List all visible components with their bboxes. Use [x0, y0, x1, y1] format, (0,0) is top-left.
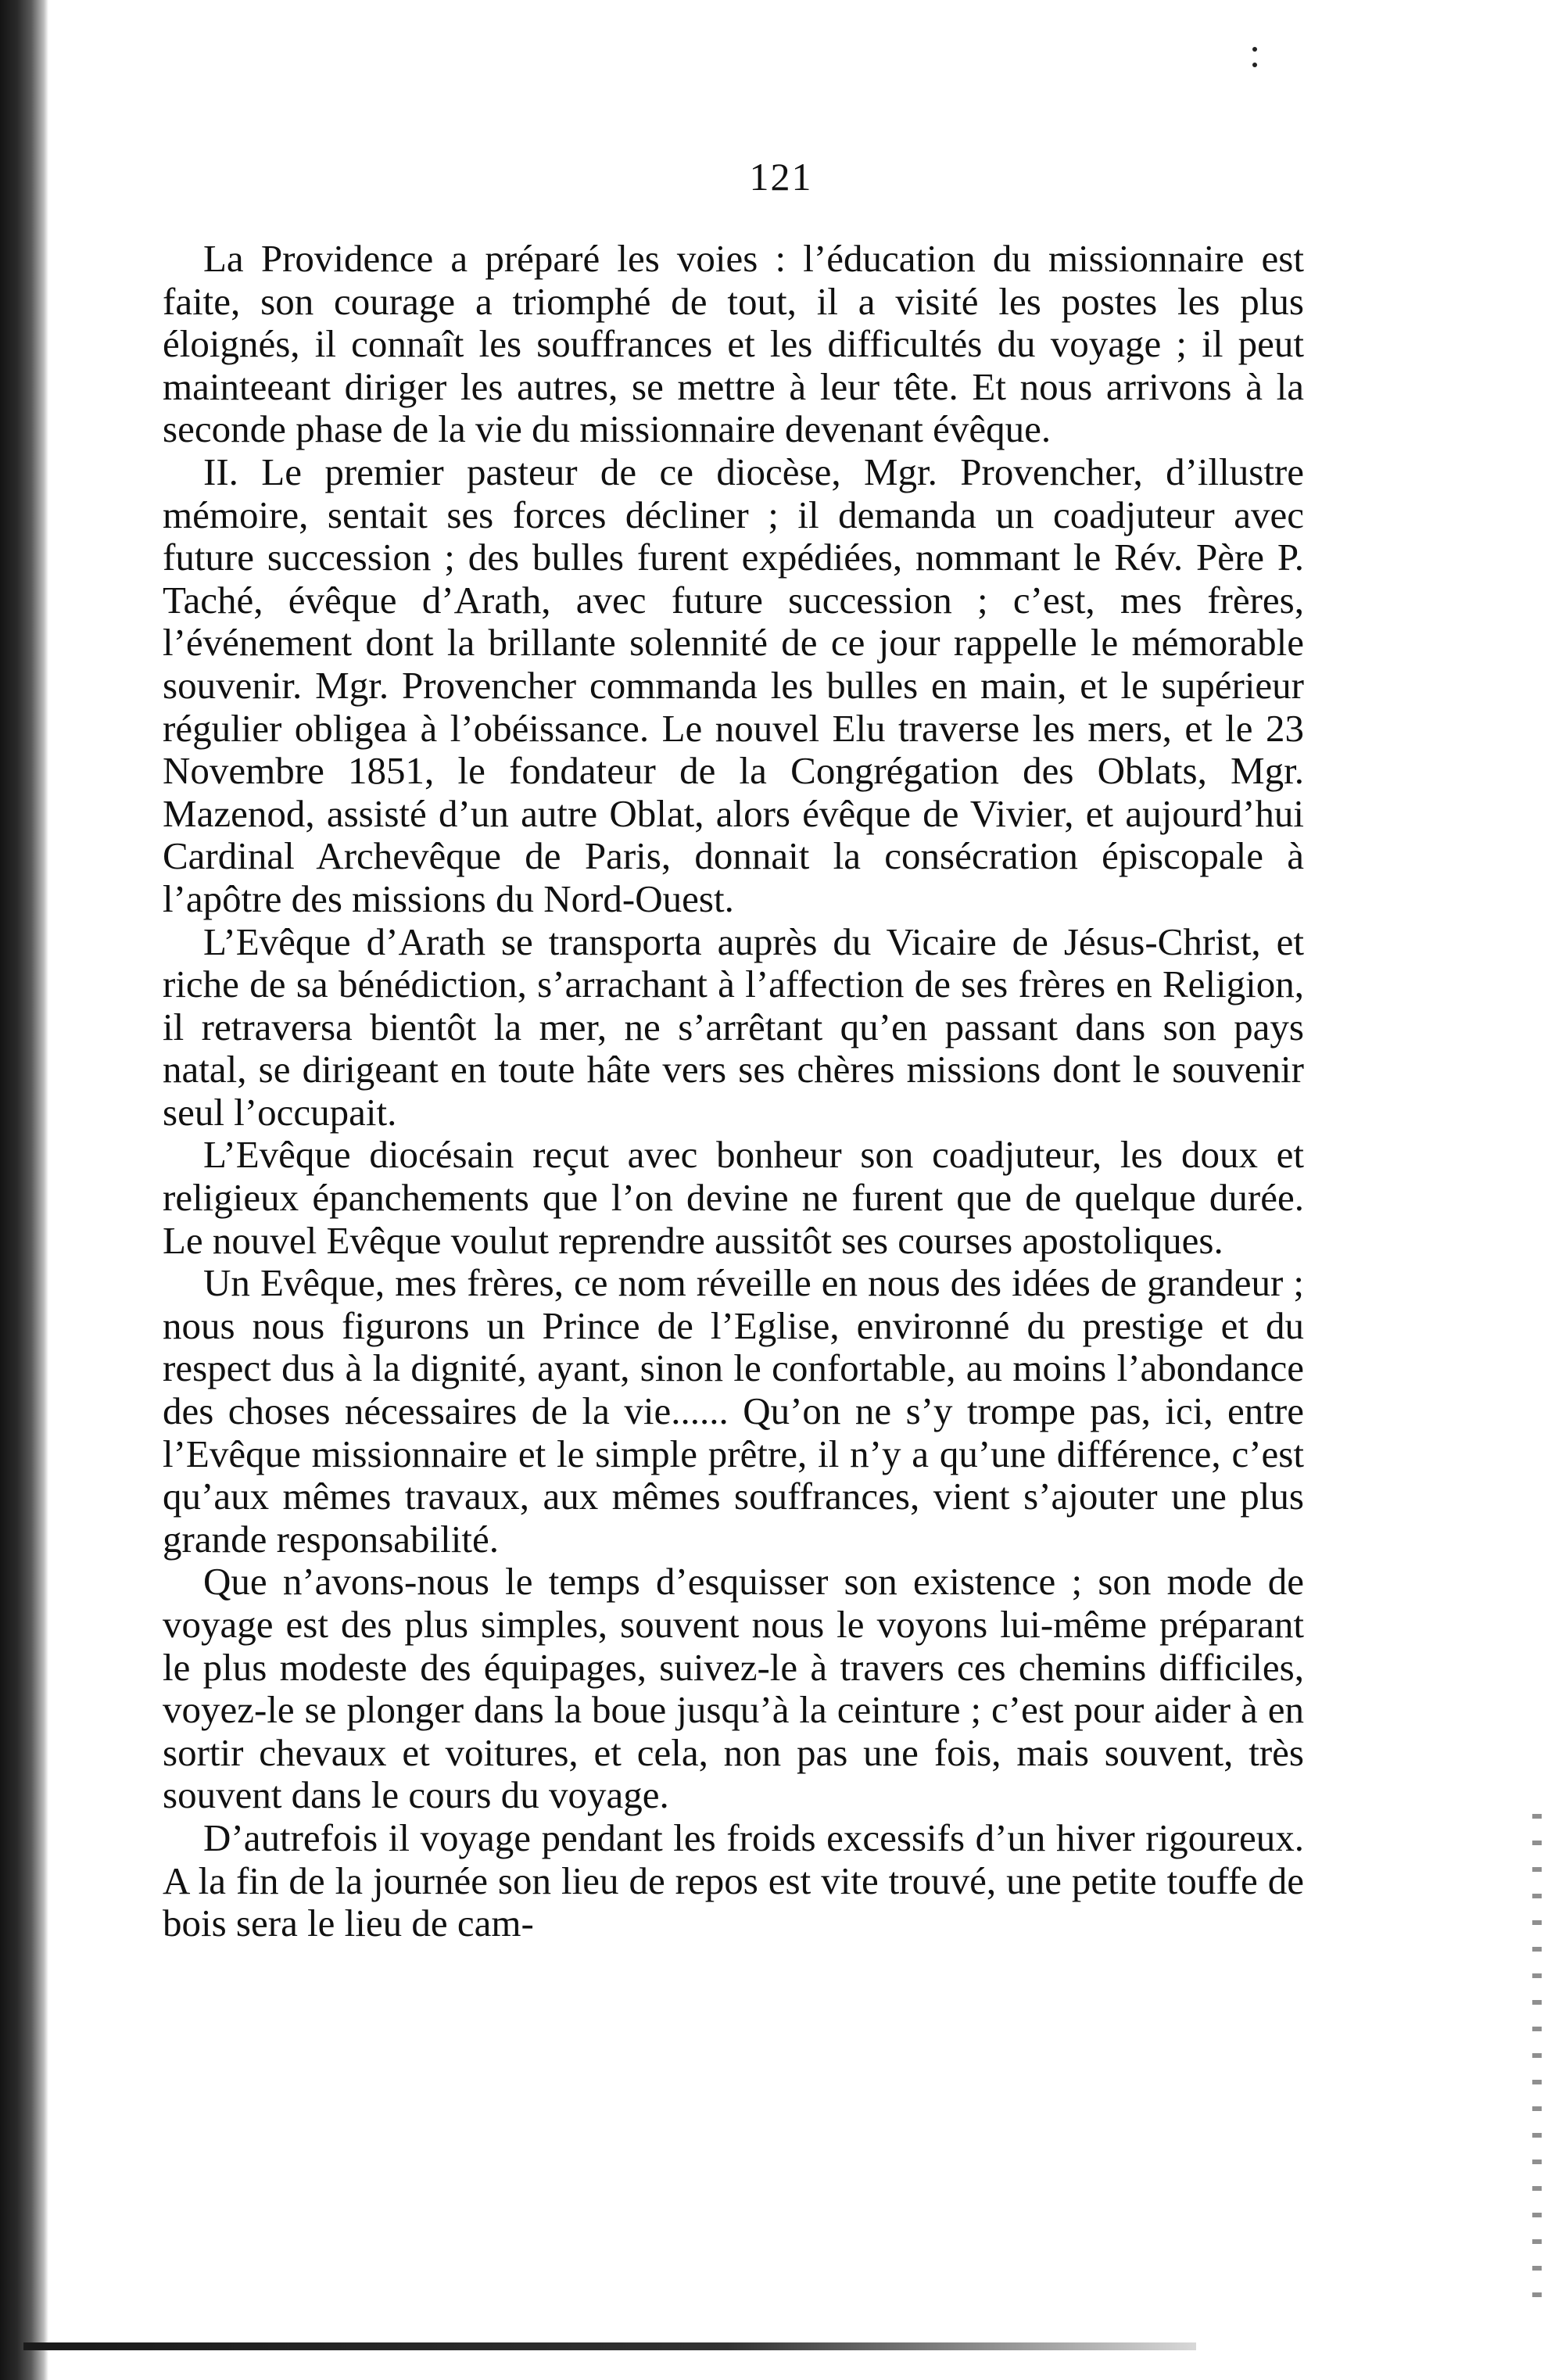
- paragraph: Un Evêque, mes frères, ce nom réveille en nous des idées de grandeur ; nous nous figurons un Prince de l’Eglise, environné du prestige et du respect dus à la dignité, ayant, sinon le confortable, au moins l’abondance des choses nécessaires de la vie...... Qu’on ne s’y trompe pas, ici, entre l’Evêque missionnaire et le simple prêtre, il n’y a qu’une différence, c’est qu’aux mêmes travaux, aux mêmes souffrances, vient s’ajouter une plus grande responsabilité.: [163, 1261, 1304, 1561]
- scan-edge-marks: [1532, 1814, 1542, 2314]
- paragraph: D’autrefois il voyage pendant les froids excessifs d’un hiver rigoureux. A la fin de la journée son lieu de repos est vite trouvé, une petite touffe de bois sera le lieu de cam-: [163, 1815, 1304, 1945]
- page-number: 121: [749, 155, 813, 199]
- paragraph: L’Evêque d’Arath se transporta auprès du Vicaire de Jésus-Christ, et riche de sa bénédiction, s’arrachant à l’affection de ses frères en Religion, il retraversa bientôt la mer, ne s’arrêtant qu’en passant dans son pays natal, se dirigeant en toute hâte vers ses chères missions dont le souvenir seul l’occupait.: [163, 919, 1304, 1134]
- scanned-bottom-edge: [23, 2342, 1196, 2350]
- paragraph: Que n’avons-nous le temps d’esquisser son existence ; son mode de voyage est des plus simples, souvent nous le voyons lui-même préparant le plus modeste des équipages, suivez-le à travers ces chemins difficiles, voyez-le se plonger dans la boue jusqu’à la ceinture ; c’est pour aider à en sortir chevaux et voitures, et cela, non pas une fois, mais souvent, très souvent dans le cours du voyage.: [163, 1560, 1304, 1817]
- paragraph: L’Evêque diocésain reçut avec bonheur son coadjuteur, les doux et religieux épanchements que l’on devine ne furent que de quelque durée. Le nouvel Evêque voulut reprendre aussitôt ses courses apostoliques.: [163, 1133, 1304, 1262]
- scan-speck: [1252, 47, 1257, 52]
- scanned-binding-edge: [0, 0, 48, 2380]
- page-text: [163, 238, 1304, 1945]
- paragraph: II. Le premier pasteur de ce diocèse, Mgr. Provencher, d’illustre mémoire, sentait ses forces décliner ; il demanda un coadjuteur avec future succession ; des bulles furent expédiées, nommant le Rév. Père P. Taché, évêque d’Arath, avec future succession ; c’est, mes frères, l’événement dont la brillante solennité de ce jour rappelle le mémorable souvenir. Mgr. Provencher commanda les bulles en main, et le supérieur régulier obligea à l’obéissance. Le nouvel Elu traverse les mers, et le 23 Novembre 1851, le fondateur de la Congrégation des Oblats, Mgr. Mazenod, assisté d’un autre Oblat, alors évêque de Vivier, et aujourd’hui Cardinal Archevêque de Paris, donnait la consécration épiscopale à l’apôtre des missions du Nord-Ouest.: [163, 450, 1304, 920]
- paragraph: La Providence a préparé les voies : l’éducation du missionnaire est faite, son courage a triomphé de tout, il a visité les postes les plus éloignés, il connaît les souffrances et les difficultés du voyage ; il peut mainteeant diriger les autres, se mettre à leur tête. Et nous arrivons à la seconde phase de la vie du missionnaire devenant évêque.: [163, 237, 1304, 451]
- scan-speck: [1252, 63, 1257, 67]
